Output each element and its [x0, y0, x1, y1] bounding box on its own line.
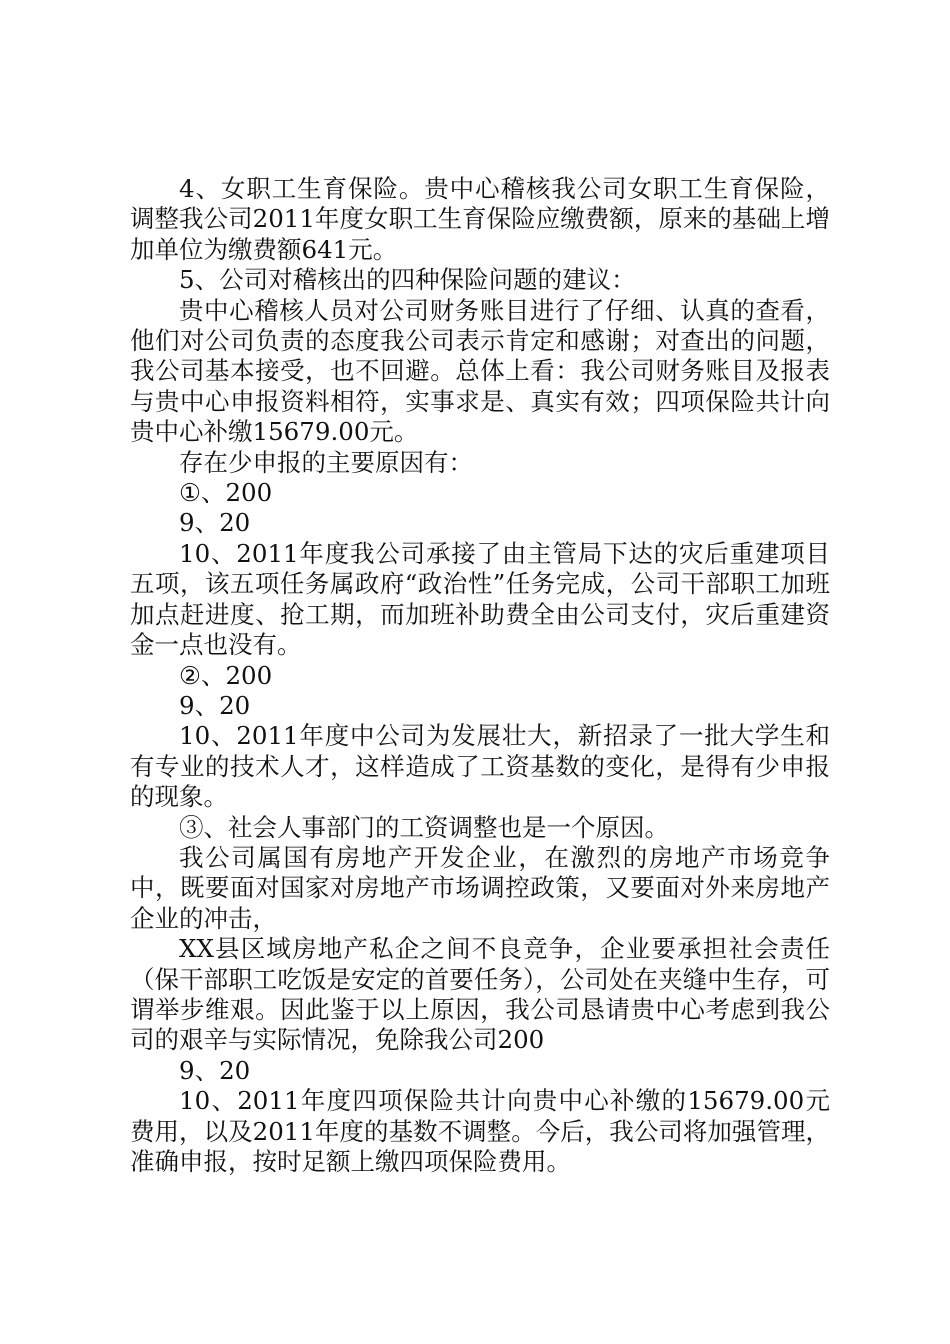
paragraph-reason-3: ③、社会人事部门的工资调整也是一个原因。 — [179, 812, 669, 842]
paragraph-request-detail: 10、2011年度四项保险共计向贵中心补缴的15679.00元费用，以及2011年度的基数不调整。今后，我公司将加强管理，准确申报，按时足额上缴四项保险费用。 — [130, 1086, 830, 1176]
paragraph-competition-request: XX县区域房地产私企之间不良竞争，企业要承担社会责任（保干部职工吃饭是安定的首要任务），公司处在夹缝中生存，可谓举步维艰。因此鉴于以上原因，我公司恳请贵中心考虑到我公司的艰辛与实际情况，免除我公司200 — [130, 934, 830, 1055]
document-body — [130, 174, 830, 1177]
paragraph-audit-acknowledgement: 贵中心稽核人员对公司财务账目进行了仔细、认真的查看，他们对公司负责的态度我公司表示肯定和感谢；对查出的问题，我公司基本接受，也不回避。总体上看：我公司财务账目及报表与贵中心申报资料相符，实事求是、真实有效；四项保险共计向贵中心补缴15679.00元。 — [130, 295, 830, 447]
paragraph-reason-1-year-start: ①、200 — [179, 478, 273, 508]
paragraph-reason-2-detail: 10、2011年度中公司为发展壮大，新招录了一批大学生和有专业的技术人才，这样造成了工资基数的变化，是得有少申报的现象。 — [130, 721, 830, 812]
paragraph-reason-2-year-start: ②、200 — [179, 660, 273, 690]
paragraph-reasons-heading: 存在少申报的主要原因有： — [179, 447, 473, 477]
paragraph-request-year-mid: 9、20 — [179, 1055, 251, 1085]
paragraph-company-situation: 我公司属国有房地产开发企业，在激烈的房地产市场竞争中，既要面对国家对房地产市场调控政策，又要面对外来房地产企业的冲击， — [130, 842, 830, 933]
paragraph-maternity-insurance: 4、女职工生育保险。贵中心稽核我公司女职工生育保险，调整我公司2011年度女职工生育保险应缴费额，原来的基础上增加单位为缴费额641元。 — [130, 174, 830, 264]
paragraph-reason-1-year-mid: 9、20 — [179, 508, 251, 538]
paragraph-reason-2-year-mid: 9、20 — [179, 690, 251, 720]
paragraph-reason-1-detail: 10、2011年度我公司承接了由主管局下达的灾后重建项目五项，该五项任务属政府“政治性”任务完成，公司干部职工加班加点赶进度、抢工期，而加班补助费全由公司支付，灾后重建资金一点也没有。 — [130, 538, 830, 660]
paragraph-suggestions-heading: 5、公司对稽核出的四种保险问题的建议： — [179, 265, 636, 295]
